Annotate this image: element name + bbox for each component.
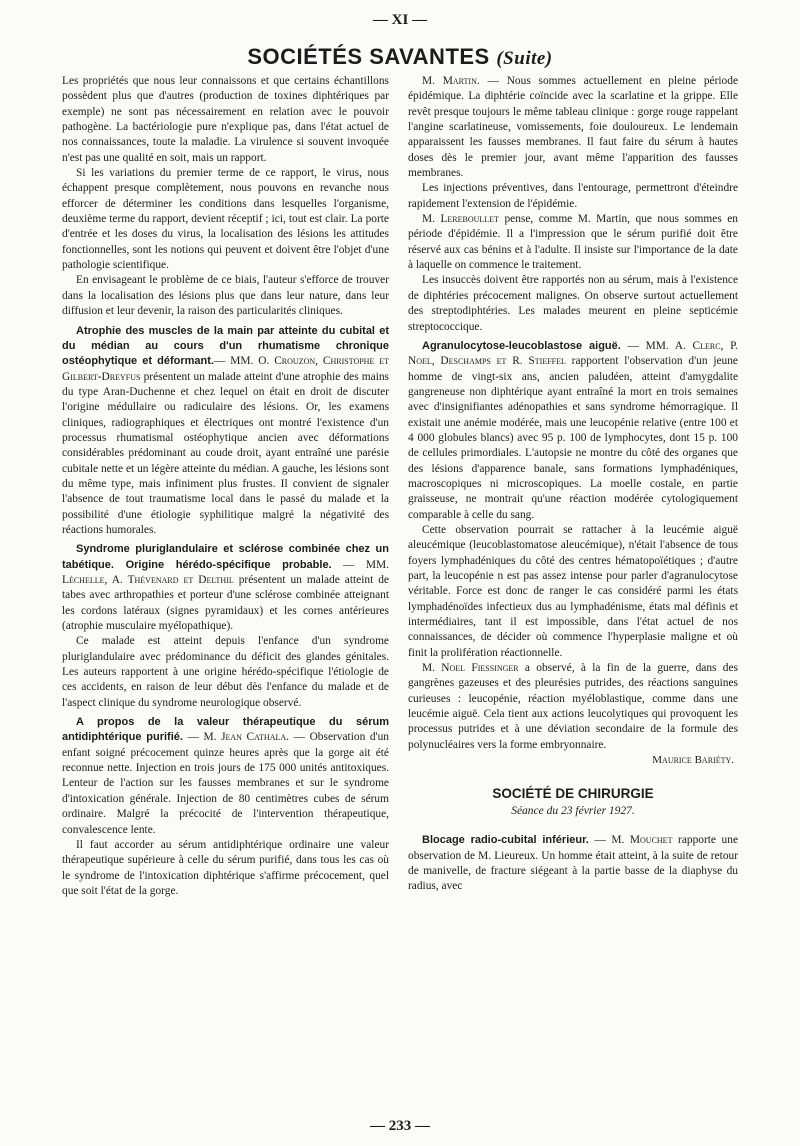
article-authors: — MM. Léchelle, A. Thévenard et Delthil bbox=[62, 558, 389, 586]
paragraph-text: — Nous sommes actuellement en pleine période épidémique. La diphtérie coïncide avec la scarlatine et la grippe. Elle revêt presque toujours le même tableau clinique : gorge rouge rappelant l'angine scarlatineuse, vomissements, foie douloureux. Le lendemain apparaissent les fausses membranes. Il faut faire du sérum à hautes doses dès le premier jour, avant même l'apparition des fausses membranes. bbox=[408, 75, 738, 180]
article-title: Atrophie des muscles de la main par atteinte du cubital et du médian au cours d'un rhumatisme chronique ostéophytique et déformant. bbox=[62, 324, 389, 368]
paragraph: Si les variations du premier terme de ce rapport, le virus, nous échappent presque complètement, nous pouvons en revanche nous efforcer de déterminer les conditions dans lesquelles l'organisme, deuxième terme du rapport, devient réceptif ; ici, tout est clair. La porte d'entrée et les doses du virus, la localisation des lésions les attitudes fonctionnelles, sont les notions qui peuvent et doivent être l'objet d'une pathologie scientifique. bbox=[62, 167, 389, 272]
article-title: Agranulocytose-leucoblastose aiguë. bbox=[422, 339, 621, 352]
paragraph: Il faut accorder au sérum antidiphtérique ordinaire une valeur thérapeutique supérieure à celle du sérum purifié, dans tous les cas où le syndrome de l'intoxication diphtérique s'affirme précocement, quel que soit l'état de la gorge. bbox=[62, 838, 389, 897]
left-column bbox=[62, 74, 389, 899]
paragraph: En envisageant le problème de ce biais, l'auteur s'efforce de trouver dans la localisation des lésions plus que dans leur nature, dans leur diffusion et leur devenir, la raison des particularités cliniques. bbox=[62, 274, 389, 318]
article-authors: — MM. O. Crouzon, Christophe et Gilbert-Dreyfus bbox=[62, 355, 389, 383]
speaker: M. Noel Fiessinger bbox=[422, 662, 519, 675]
article-text: rapportent l'observation d'un jeune homme de vingt-six ans, ancien paludéen, atteint d'amygdalite gangreneuse non diphtérique ayant entraîné la mort en trois semaines avec d'insignifiantes adénopathies et sans syndrome hémorragique. Il existait une anémie modérée, mais une leucopénie relative (entre 100 et 4 000 globules blancs) avec 95 p. 100 de lymphocytes, dont 15 p. 100 de cellules primordiales. L'autopsie ne montre du côté des organes que des lésions d'apparence banale, sans formations lymphadéniques, macroscopiques ni microscopiques. La moelle costale, en partie graisseuse, ne montrait qu'une réaction modérée cytologiquement comparable à celle du sang. bbox=[408, 355, 738, 521]
article-text: rapporte une observation de M. Lieureux. Un homme était atteint, à la suite de retour de manivelle, de fracture siégeant à la partie basse de la diaphyse du radius, avec bbox=[408, 834, 739, 893]
paragraph: Cette observation pourrait se rattacher à la leucémie aiguë aleucémique (leucoblastomatose aleucémique), n'était l'absence de tous foyers lymphadéniques du côté des centres hématopoïétiques ; d'autre part, la leucopénie n est pas assez intense pour parler d'agranulocytose véritable. Force est donc de ranger le cas considéré parmi les états lymphadénoïdes infectieux dus au lymphadénisme, états mal définis et intermédiaires, tant il est impossible, dans l'état actuel de nos connaissances, de décider où commence l'hyperplasie maligne et où finit la prolifération réactionnelle. bbox=[408, 523, 738, 659]
paragraph: Les insuccès doivent être rapportés non au sérum, mais à l'existence de diphtéries précocement malignes. On observe surtout actuellement des streptodiphtéries. Les malades meurent en pleine septicémie streptococcique. bbox=[408, 274, 738, 333]
article-title: Syndrome pluriglandulaire et sclérose combinée chez un tabétique. Origine hérédo-spécifique probable. bbox=[62, 543, 389, 571]
speaker: M. Lereboullet bbox=[422, 213, 499, 226]
right-column bbox=[408, 74, 738, 895]
article-agranulocytose bbox=[408, 339, 738, 523]
paragraph bbox=[408, 212, 738, 273]
paragraph: Les injections préventives, dans l'entourage, permettront d'éteindre rapidement l'extension de l'épidémie. bbox=[408, 182, 738, 210]
article-title: Blocage radio-cubital inférieur. bbox=[422, 834, 589, 847]
section-header bbox=[0, 44, 800, 70]
roman-page-number: — XI — bbox=[372, 12, 428, 28]
paragraph bbox=[408, 74, 738, 181]
article-atrophie bbox=[62, 324, 389, 539]
session-date: Séance du 23 février 1927. bbox=[511, 804, 635, 817]
article-authors: — M. Mouchet bbox=[588, 834, 673, 847]
paragraph-text: pense, comme M. Martin, que nous sommes en période d'épidémie. Il a l'impression que le sérum purifié doit être réservé aux cas bénins et à l'adulte. Il insiste sur l'importance de la date à laquelle on commence le traitement. bbox=[408, 213, 738, 272]
section-title: SOCIÉTÉ DE CHIRURGIE bbox=[492, 786, 654, 802]
paragraph: Ce malade est atteint depuis l'enfance d'un syndrome pluriglandulaire avec prédominance du déficit des glandes génitales. Les auteurs rapportent à une origine hérédo-spécifique l'étiologie de ces accidents, en raison de leur début dès l'enfance du malade et de l'aspect clinique du syndrome neurologique observé. bbox=[62, 635, 389, 709]
page-number: — 233 — bbox=[370, 1118, 430, 1134]
article-authors: — MM. A. Clerc, P. Noel, Deschamps et R. Stieffel bbox=[408, 339, 738, 368]
speaker: M. Martin. bbox=[422, 75, 480, 87]
article-blocage bbox=[408, 833, 738, 894]
paragraph: Les propriétés que nous leur connaissons et que certains échantillons possèdent plus que d'autres (production de toxines diphtériques par exemple) ne sont pas nécessairement en relation avec le pouvoir pathogène. La bactériologie pure n'explique pas, dans l'état actuel de nos connaissances, toute la maladie. La virulence si souvent invoquée n'est pas une qualité en soit, mais un rapport. bbox=[62, 75, 389, 164]
paragraph-text: a observé, à la fin de la guerre, dans des gangrènes gazeuses et des pleurésies putrides, des réactions sanguines curieuses : leucopénie, réaction myéloblastique, comme dans une leucémie aiguë. Cela tient aux actions leucolytiques qui provoquent les processus putrides et à une déviation secondaire de la formule des polynucléaires vers la forme embryonnaire. bbox=[408, 662, 738, 751]
article-text: — Observation d'un enfant soigné précocement quinze heures après que la gorge ait été reconnue nette. Injection en trois jours de 175 000 unités antitoxiques. Lenteur de l'action sur les fausses membranes et sur le syndrome d'intoxication générale. Injection de 80 centimètres cubes de sérum ordinaire. Malgré la précocité de l'intervention thérapeutique, convalescence lente. bbox=[62, 731, 389, 836]
article-authors: — M. Jean Cathala. bbox=[182, 731, 289, 744]
article-serum bbox=[62, 715, 389, 838]
article-text: présentent un malade atteint d'une atrophie des mains du type Aran-Duchenne et chez lequel on était en droit de discuter l'origine médullaire ou radiculaire des lésions. Or, les examens cliniques, radiographiques et électriques ont montré l'existence d'un processus rhumatismal ostéophytique ancien avec déformations considérables prédominant au coude droit, ayant entraîné une parésie cubitale nette et un légère atteinte du médian. A gauche, les lésions sont du même type, mais infiniment plus frustes. Il convient de signaler l'absence de tout traumatisme local dans le passé du malade et la possibilité d'une étiologie syphilitique malgré la négativité des réactions humorales. bbox=[62, 370, 389, 536]
article-text: présentent un malade atteint de tabes avec arthropathies et porteur d'une sclérose combinée atteignant les cordons latéraux (signes pyramidaux) et les cornes antérieures (atrophie musculaire myélopathique). bbox=[62, 574, 389, 633]
article-title: A propos de la valeur thérapeutique du sérum antidiphtérique purifié. bbox=[62, 716, 389, 744]
article-syndrome bbox=[62, 542, 389, 634]
header-title: SOCIÉTÉS SAVANTES bbox=[247, 44, 490, 69]
paragraph bbox=[408, 661, 738, 753]
signature: Maurice Bariéty. bbox=[652, 754, 734, 767]
header-suite: (Suite) bbox=[496, 48, 553, 69]
